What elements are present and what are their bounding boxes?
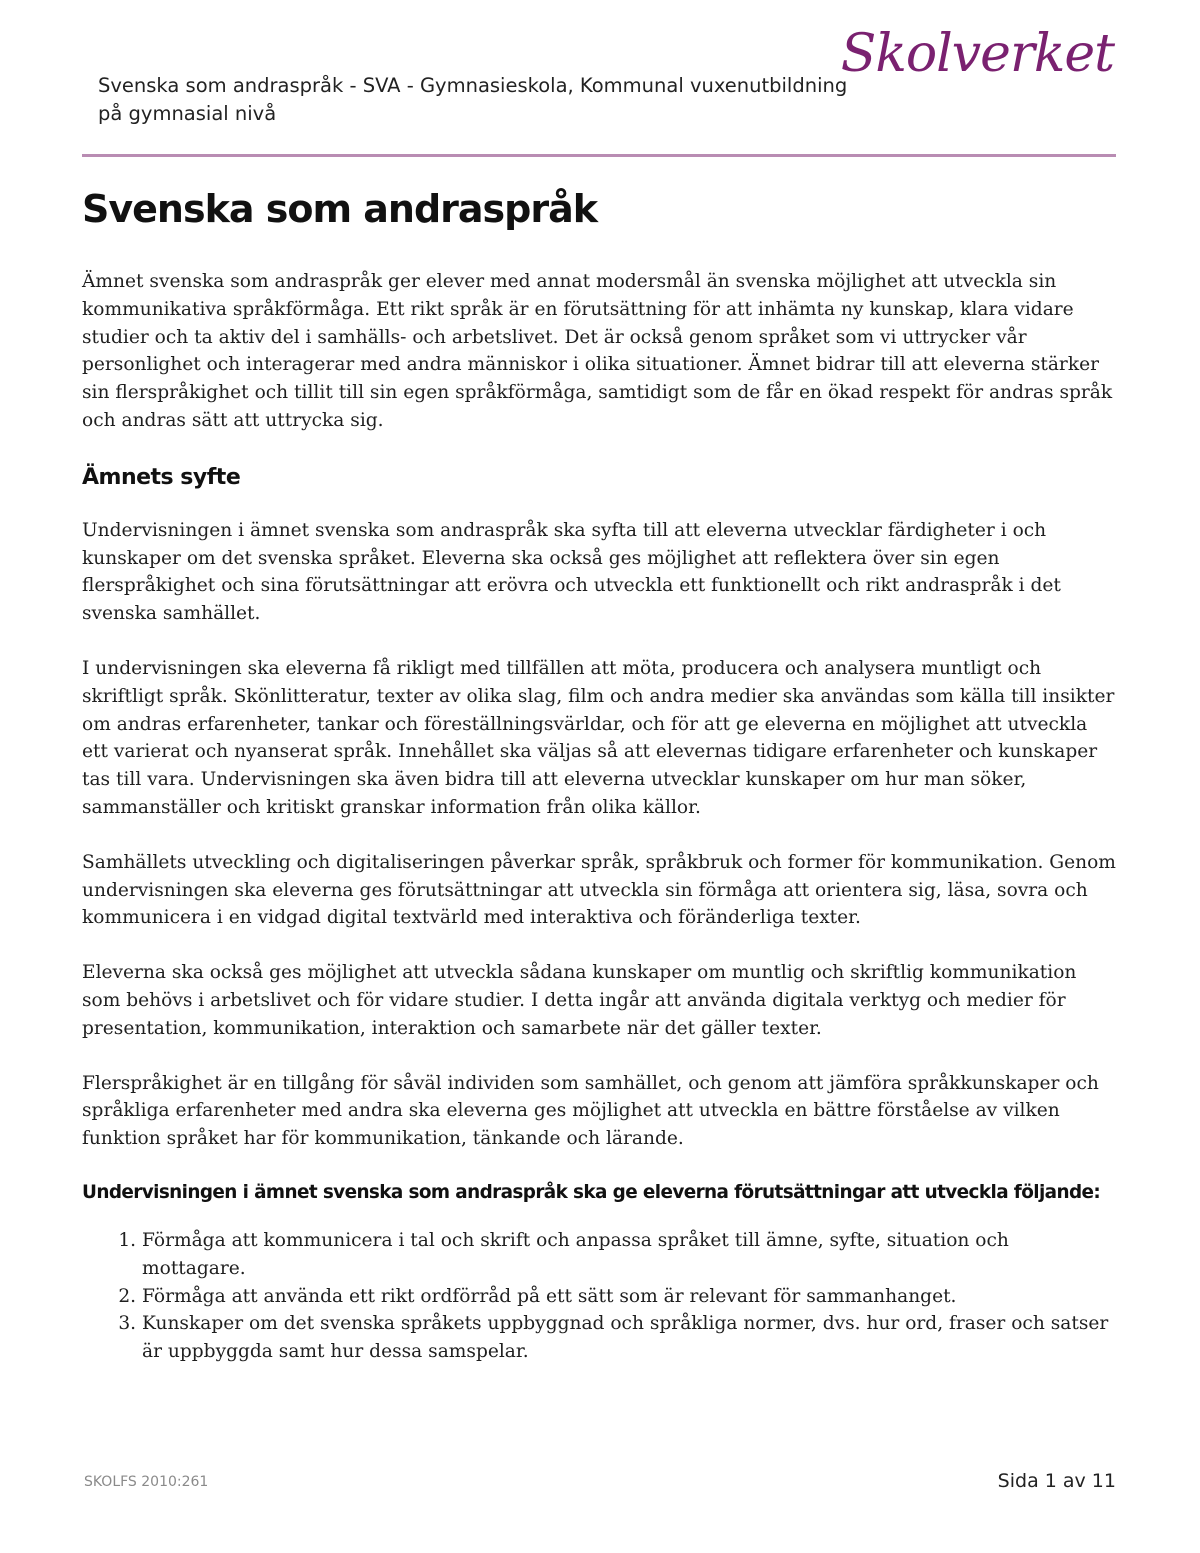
goals-list — [82, 1227, 1116, 1366]
header-divider — [82, 154, 1116, 157]
header-subtitle-line2: på gymnasial nivå — [98, 102, 277, 125]
goal-item-1: 1. Förmåga att kommunicera i tal och skrift och anpassa språket till ämne, syfte, situation och mottagare. — [142, 1227, 1116, 1283]
purpose-paragraph-5: Flerspråkighet är en tillgång för såväl individen som samhället, och genom att jämföra språkkunskaper och språkliga erfarenheter med andra ska eleverna ges möjlighet att utveckla en bättre förståelse av vilken funktion språket har för kommunikation, tänkande och lärande. — [82, 1072, 1099, 1150]
purpose-paragraph-1: Undervisningen i ämnet svenska som andraspråk ska syfta till att eleverna utvecklar färdigheter i och kunskaper om det svenska språket. Eleverna ska också ges möjlighet att reflektera över sin egen flerspråkighet och sina förutsättningar att erövra och utveckla ett funktionellt och rikt andraspråk i det svenska samhället. — [82, 519, 1061, 625]
goal-item-3: 3. Kunskaper om det svenska språkets uppbyggnad och språkliga normer, dvs. hur ord, fraser och satser är uppbyggda samt hur dessa samspelar. — [142, 1310, 1116, 1366]
header-subtitle-line1: Svenska som andraspråk - SVA - Gymnasieskola, Kommunal vuxenutbildning — [98, 74, 848, 97]
main-content — [82, 268, 1116, 1366]
purpose-paragraph-3: Samhällets utveckling och digitaliseringen påverkar språk, språkbruk och former för kommunikation. Genom undervisningen ska eleverna ges förutsättningar att utveckla sin förmåga att orientera sig, läsa, sovra och kommunicera i en vidgad digital textvärld med interaktiva och föränderliga texter. — [82, 851, 1116, 929]
document-header — [98, 72, 878, 128]
section-heading: Ämnets syfte — [82, 464, 241, 490]
goal-item-2: 2. Förmåga att använda ett rikt ordförråd på ett sätt som är relevant för sammanhanget. — [142, 1283, 1116, 1311]
purpose-paragraph-4: Eleverna ska också ges möjlighet att utveckla sådana kunskaper om muntlig och skriftlig kommunikation som behövs i arbetslivet och för vidare studier. I detta ingår att använda digitala verktyg och medier för presentation, kommunikation, interaktion och samarbete när det gäller texter. — [82, 962, 1077, 1039]
intro-paragraph: Ämnet svenska som andraspråk ger elever med annat modersmål än svenska möjlighet att utveckla sin kommunikativa språkförmåga. Ett rikt språk är en förutsättning för att inhämta ny kunskap, klara vidare studier och ta aktiv del i samhälls- och arbetslivet. Det är också genom språket som vi uttrycker vår personlighet och interagerar med andra människor i olika situationer. Ämnet bidrar till att eleverna stärker sin flerspråkighet och tillit till sin egen språkförmåga, samtidigt som de får en ökad respekt för andras språk och andras sätt att uttrycka sig. — [82, 271, 1113, 431]
goals-heading: Undervisningen i ämnet svenska som andraspråk ska ge eleverna förutsättningar att utveckla följande: — [82, 1181, 1101, 1203]
skolverket-logo: Skolverket — [840, 24, 1114, 84]
footer-document-code: SKOLFS 2010:261 — [84, 1474, 209, 1490]
footer-page-number: Sida 1 av 11 — [997, 1470, 1116, 1492]
purpose-paragraph-2: I undervisningen ska eleverna få rikligt med tillfällen att möta, producera och analysera muntligt och skriftligt språk. Skönlitteratur, texter av olika slag, film och andra medier ska användas som källa till insikter om andras erfarenheter, tankar och föreställningsvärldar, och för att ge eleverna en möjlighet att utveckla ett varierat och nyanserat språk. Innehållet ska väljas så att elevernas tidigare erfarenheter och kunskaper tas till vara. Undervisningen ska även bidra till att eleverna utvecklar kunskaper om hur man söker, sammanställer och kritiskt granskar information från olika källor. — [82, 657, 1115, 818]
page-title: Svenska som andraspråk — [82, 187, 598, 231]
